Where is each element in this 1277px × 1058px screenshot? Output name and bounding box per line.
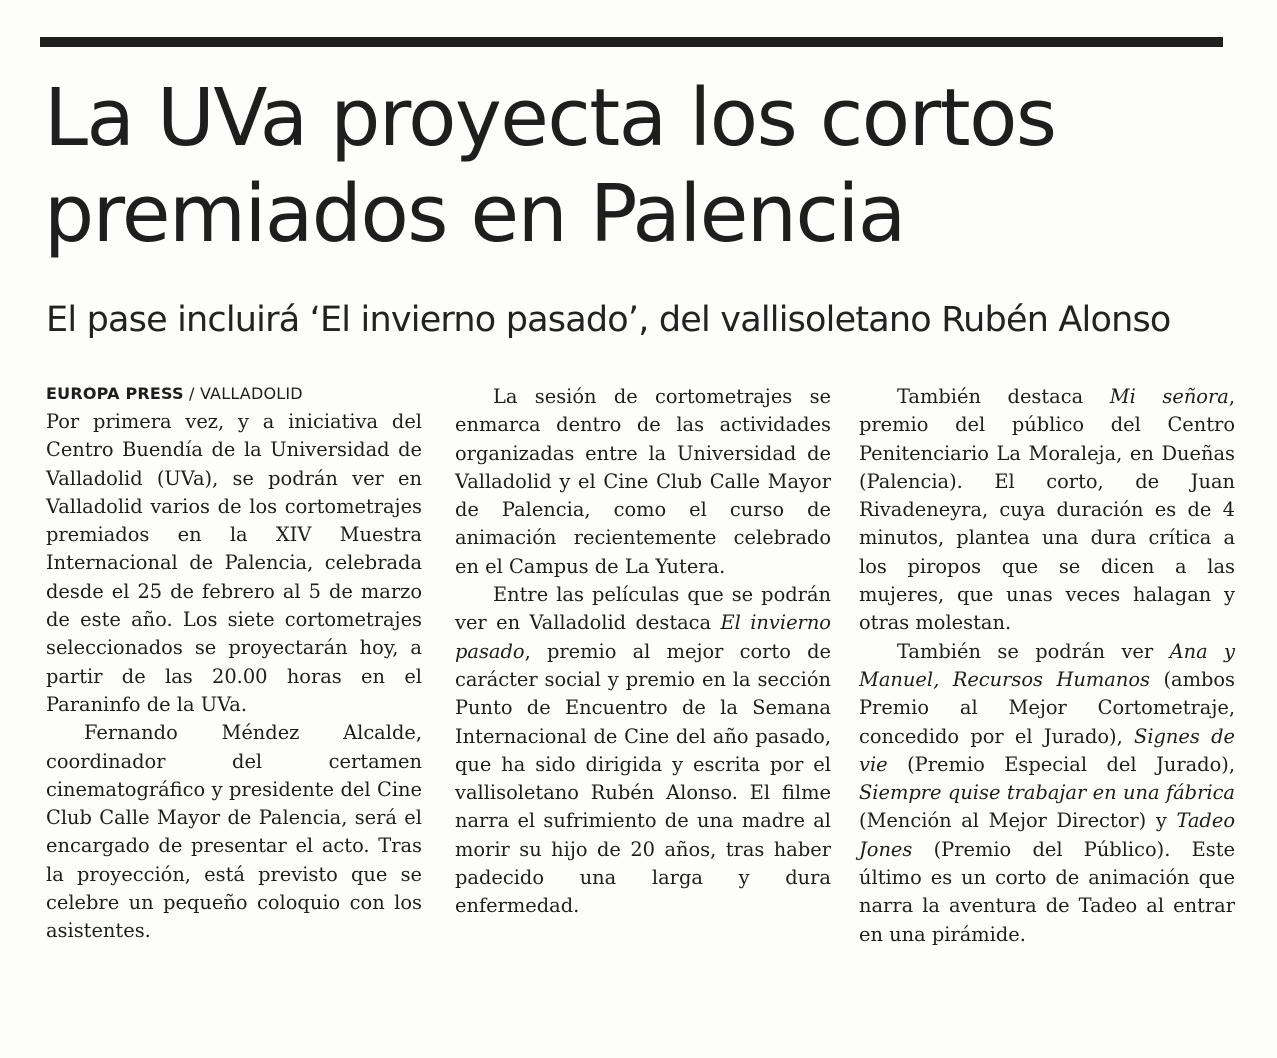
headline-line-2: premiados en Palencia (44, 168, 905, 260)
text-run: (ambos Premio al Mejor Cortometraje, concedido por el Jurado), (859, 667, 1235, 748)
paragraph (859, 383, 1235, 638)
article-column-3 (859, 383, 1235, 949)
film-title: Tadeo Jones (859, 809, 1235, 861)
text-run: También destaca (897, 385, 1110, 408)
text-run: , premio del público del Centro Penitenciario La Moraleja, en Dueñas (Palencia). El corto, de Juan Rivadeneyra, cuya duración es de 4 minutos, plantea una dura crítica a los piropos que se dicen a las mujeres, que unas veces halagan y otras molestan. (859, 385, 1235, 635)
article-column-1 (46, 380, 422, 946)
byline-place: VALLADOLID (199, 384, 303, 403)
text-run: (Premio del Público). Este último es un corto de animación que narra la aventura de Tadeo al entrar en una pirámide. (859, 837, 1235, 946)
byline-agency: EUROPA PRESS (46, 384, 184, 403)
paragraph: Fernando Méndez Alcalde, coordinador del certamen cinematográfico y presidente del Cine Club Calle Mayor de Palencia, será el encargado de presentar el acto. Tras la proyección, está previsto que se celebre un pequeño coloquio con los asistentes. (46, 721, 422, 943)
article-column-2 (455, 383, 831, 921)
text-run: Entre las películas que se podrán ver en Valladolid destaca (455, 583, 831, 635)
text-run: (Premio Especial del Jurado), (887, 752, 1235, 776)
paragraph (859, 638, 1235, 949)
paragraph: La sesión de cortometrajes se enmarca dentro de las actividades organizadas entre la Universidad de Valladolid y el Cine Club Calle Mayor de Palencia, como el curso de animación recientemente celebrado en el Campus de La Yutera. (455, 385, 831, 578)
film-title: Signes de vie (859, 724, 1235, 776)
byline-separator: / (183, 384, 200, 403)
film-title: Siempre quise trabajar en una fábrica (859, 781, 1235, 805)
paragraph: Por primera vez, y a iniciativa del Centro Buendía de la Universidad de Valladolid (UVa), se podrán ver en Valladolid varios de los cortometrajes premiados en la XIV Muestra Internacional de Palencia, celebrada desde el 25 de febrero al 5 de marzo de este año. Los siete cortometrajes seleccionados se proyectarán hoy, a partir de las 20.00 horas en el Paraninfo de la UVa. (46, 410, 422, 716)
headline-line-1: La UVa proyecta los cortos (44, 72, 1056, 164)
text-run: , premio al mejor corto de carácter social y premio en la sección Punto de Encuentro de la Semana Internacional de Cine del año pasado, que ha sido dirigida y escrita por el vallisoletano Rubén Alonso. El filme narra el sufrimiento de una madre al morir su hijo de 20 años, tras haber padecido una larga y dura enfermedad. (455, 639, 831, 918)
text-run: También se podrán ver (897, 639, 1170, 663)
film-title: El invierno pasado (455, 611, 831, 663)
film-title: Mi señora (1109, 385, 1229, 408)
top-rule (40, 37, 1223, 47)
text-run: (Mención al Mejor Director) y (859, 809, 1177, 833)
byline (46, 380, 422, 408)
paragraph (455, 581, 831, 921)
headline (44, 70, 1234, 262)
subheadline: El pase incluirá ‘El invierno pasado’, del vallisoletano Rubén Alonso (46, 300, 1171, 340)
film-title: Ana y Manuel, Recursos Humanos (859, 639, 1236, 691)
